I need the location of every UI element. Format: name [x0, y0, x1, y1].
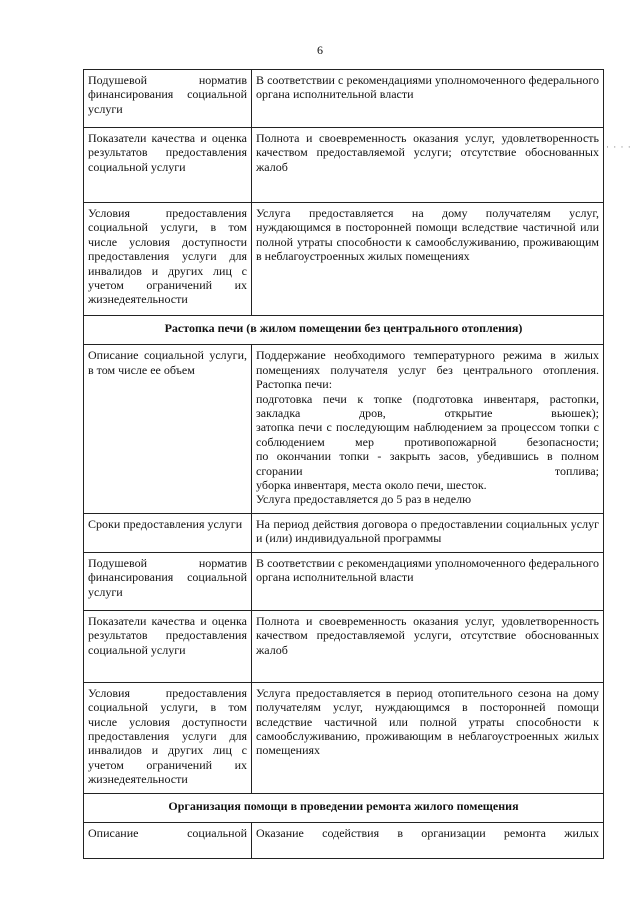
repair-description-label-cell — [84, 822, 252, 858]
description-line: уборка инвентаря, места около печи, шесток. — [256, 478, 487, 493]
description-line: Поддержание необходимого температурного режима в жилых помещениях получателя услуг без центрального отопления. — [256, 348, 599, 377]
table-row — [84, 513, 604, 552]
table-row — [84, 203, 604, 316]
term-label-cell: Сроки предоставления услуги — [84, 513, 252, 552]
section-title-repair: Организация помощи в проведении ремонта жилого помещения — [84, 793, 604, 822]
description-line: по окончании топки - закрыть засов, убедившись в полном сгорании топлива; — [256, 449, 599, 478]
conditions-label-cell: Условия предоставления социальной услуги, в том числе условия доступности предоставления услуги для инвалидов и других лиц с учетом ограничений их жизнедеятельности — [84, 682, 252, 793]
quality-label-cell: Показатели качества и оценка результатов предоставления социальной услуги — [84, 128, 252, 203]
page-number: 6 — [317, 43, 323, 57]
term-value-cell: На период действия договора о предоставлении социальных услуг и (или) индивидуальной программы — [252, 513, 604, 552]
description-line: Услуга предоставляется до 5 раз в неделю — [256, 492, 472, 507]
description-label-cell: Описание социальной услуги, в том числе ее объем — [84, 345, 252, 513]
table-row — [84, 682, 604, 793]
repair-description-label: Описание социальной — [88, 825, 247, 840]
funding-label-cell: Подушевой норматив финансирования социальной услуги — [84, 70, 252, 128]
table-row — [84, 128, 604, 203]
conditions-value-cell: Услуга предоставляется на дому получателям услуг, нуждающимся в посторонней помощи вследствие частичной или полной утраты способности к самообслуживанию, проживающим в неблагоустроенных жилых помещениях — [252, 203, 604, 316]
quality-label-cell: Показатели качества и оценка результатов предоставления социальной услуги — [84, 610, 252, 682]
table-row — [84, 70, 604, 128]
repair-description-value-cell — [252, 822, 604, 858]
conditions-value-cell: Услуга предоставляется в период отопительного сезона на дому получателям услуг, нуждающимся в посторонней помощи вследствие частичной или полной утраты способности к самообслуживанию, проживающим в неблагоустроенных жилых помещениях — [252, 682, 604, 793]
table-row — [84, 610, 604, 682]
description-line: Растопка печи: — [256, 377, 333, 392]
conditions-label-cell: Условия предоставления социальной услуги, в том числе условия доступности предоставления услуги для инвалидов и других лиц с учетом ограничений их жизнедеятельности — [84, 203, 252, 316]
quality-value-cell: Полнота и своевременность оказания услуг, удовлетворенность качеством предоставляемой услуги; отсутствие обоснованных жалоб — [252, 128, 604, 203]
table-row — [84, 822, 604, 858]
quality-value-cell: Полнота и своевременность оказания услуг, удовлетворенность качеством предоставляемой услуги, отсутствие обоснованных жалоб — [252, 610, 604, 682]
repair-description-value: Оказание содействия в организации ремонта жилых — [256, 825, 599, 840]
margin-marks: · · · · — [606, 142, 632, 152]
description-value-cell — [252, 345, 604, 513]
funding-value-cell: В соответствии с рекомендациями уполномоченного федерального органа исполнительной власти — [252, 552, 604, 610]
description-line: подготовка печи к топке (подготовка инвентаря, растопки, закладка дров, открытие вьюшек); — [256, 391, 599, 421]
funding-value-cell: В соответствии с рекомендациями уполномоченного федерального органа исполнительной власти — [252, 70, 604, 128]
funding-label-cell: Подушевой норматив финансирования социальной услуги — [84, 552, 252, 610]
section-header-row — [84, 793, 604, 822]
services-table — [83, 69, 604, 859]
table-row — [84, 345, 604, 513]
section-header-row — [84, 316, 604, 345]
table-row — [84, 552, 604, 610]
section-title-stove: Растопка печи (в жилом помещении без центрального отопления) — [84, 316, 604, 345]
description-line: затопка печи с последующим наблюдением за процессом топки с соблюдением мер противопожарной безопасности; — [256, 420, 599, 449]
